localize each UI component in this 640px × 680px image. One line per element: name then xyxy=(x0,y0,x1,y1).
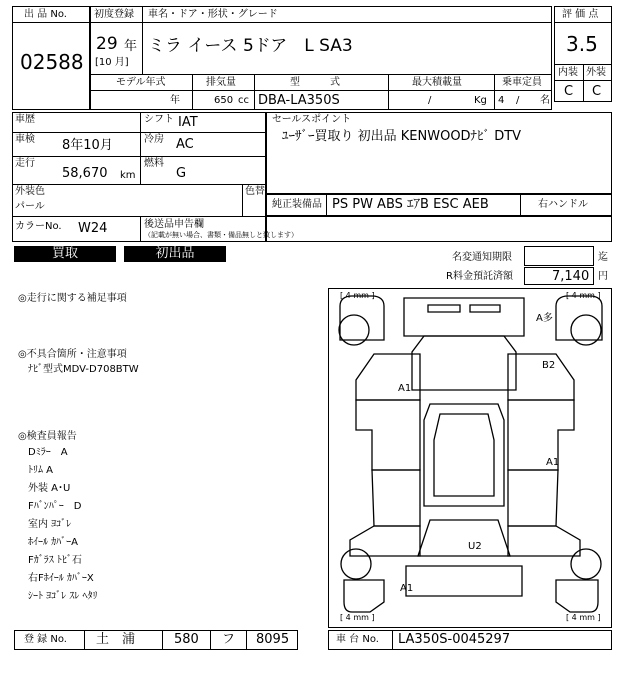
damage-mark: A1 xyxy=(400,583,414,594)
reg-kana: フ xyxy=(222,632,236,647)
damage-mark: B2 xyxy=(542,360,556,371)
tire-front-left: [ 4 mm ] xyxy=(340,291,375,300)
inspector-line: Dﾐﾗｰ A xyxy=(28,447,68,458)
right-rear-quarter xyxy=(508,526,580,556)
left-front-door xyxy=(356,400,420,470)
inspection-label: 車検 xyxy=(15,134,35,145)
front-bumper-outline xyxy=(404,298,524,336)
interior-label: 内装 xyxy=(558,67,578,78)
max-load-unit: Kg xyxy=(474,95,487,106)
shift-label: シフト xyxy=(144,114,174,125)
first-reg-year-unit: 年 xyxy=(124,39,138,54)
first-listing-badge: 初出品 xyxy=(124,246,226,262)
type-label: 型 式 xyxy=(290,77,340,88)
first-reg-month: [10 月] xyxy=(95,57,129,68)
left-rear-quarter xyxy=(350,526,420,556)
damage-mark: A多 xyxy=(536,313,553,324)
car-name-label: 車名・ドア・形状・グレード xyxy=(148,9,278,20)
damage-mark: A1 xyxy=(398,383,412,394)
shift-value: IAT xyxy=(178,115,198,130)
recycle-label: R料金預託済額 xyxy=(446,271,513,282)
ext-color-value: パール xyxy=(15,201,45,212)
car-name: ミラ イース 5ドア L SA3 xyxy=(148,36,353,56)
driving-notes-title: ◎走行に関する補足事項 xyxy=(18,293,127,304)
reg-class: 580 xyxy=(174,632,199,647)
color-change-label: 色替 xyxy=(245,186,265,197)
fuel-value: G xyxy=(176,166,187,181)
inspector-line: 外装 A･U xyxy=(28,483,71,494)
docs-label: 後送品申告欄 xyxy=(144,219,204,230)
type-value: DBA-LA350S xyxy=(258,93,340,108)
defect-line-1: ﾅﾋﾞ型式MDV-D708BTW xyxy=(28,364,139,375)
chassis-value: LA350S-0045297 xyxy=(398,632,511,647)
steering-value: 右ハンドル xyxy=(538,199,588,210)
left-rear-door xyxy=(372,470,420,526)
capacity-value: 4 xyxy=(498,95,505,106)
tire-rear-left: [ 4 mm ] xyxy=(340,613,375,622)
rear-gate-outline xyxy=(418,520,510,556)
right-front-fender xyxy=(508,354,574,400)
reg-no-label: 登 録 No. xyxy=(24,634,67,645)
chassis-label: 車 台 No. xyxy=(336,634,379,645)
displacement-label: 排気量 xyxy=(206,77,236,88)
hood-outline xyxy=(412,336,516,390)
reg-number: 8095 xyxy=(256,632,290,647)
lot-number: 02588 xyxy=(20,50,84,74)
max-load-slash: / xyxy=(428,95,432,106)
inspector-title: ◎検査員報告 xyxy=(18,431,77,442)
inspector-line: ﾎｲｰﾙ ｶﾊﾞｰA xyxy=(28,537,79,548)
defect-notes-title: ◎不具合箇所・注意事項 xyxy=(18,349,127,360)
max-load-label: 最大積載量 xyxy=(412,77,462,88)
mileage-value: 58,670 xyxy=(62,166,108,181)
equipment-label: 純正装備品 xyxy=(272,199,322,210)
capacity-unit: 名 xyxy=(540,95,550,106)
ac-label: 冷房 xyxy=(144,134,164,145)
tire-front-right: [ 4 mm ] xyxy=(566,291,601,300)
history-label: 車歴 xyxy=(15,114,35,125)
ext-color-label: 外装色 xyxy=(15,186,45,197)
reg-area: 土 浦 xyxy=(96,632,136,647)
first-reg-year: 29 xyxy=(96,34,118,54)
interior-grade: C xyxy=(564,84,574,99)
color-no-value: W24 xyxy=(78,221,108,236)
ac-value: AC xyxy=(176,137,194,152)
sales-point-label: セールスポイント xyxy=(272,114,352,125)
inspector-line: 右Fﾎｲｰﾙ ｶﾊﾞｰX xyxy=(28,573,94,584)
color-no-label: カラーNo. xyxy=(15,221,62,232)
capacity-label: 乗車定員 xyxy=(502,77,542,88)
first-reg-label: 初度登録 xyxy=(94,9,134,20)
fuel-label: 燃料 xyxy=(144,158,164,169)
tire-rear-right: [ 4 mm ] xyxy=(566,613,601,622)
name-change-label: 名変通知期限 xyxy=(452,252,512,263)
docs-note: （記載が無い場合、書類・備品無しと致します） xyxy=(144,231,298,239)
sales-point-text: ﾕｰｻﾞｰ買取り 初出品 KENWOODﾅﾋﾞ DTV xyxy=(282,129,522,144)
mileage-unit: km xyxy=(120,170,136,181)
score-value: 3.5 xyxy=(566,32,598,56)
exterior-label: 外装 xyxy=(586,67,606,78)
name-change-unit: 迄 xyxy=(598,252,608,263)
rear-bumper-outline xyxy=(406,566,522,596)
inspector-line: 室内 ﾖｺﾞﾚ xyxy=(28,519,72,530)
right-rear-door xyxy=(508,470,558,526)
inspection-value: 8年10月 xyxy=(62,138,113,153)
model-year-label: モデル年式 xyxy=(116,77,166,88)
right-front-door xyxy=(508,400,574,470)
equipment-value: PS PW ABS ｴｱB ESC AEB xyxy=(332,197,489,212)
buy-badge: 買取 xyxy=(14,246,116,262)
inspector-line: Fﾊﾞﾝﾊﾟｰ D xyxy=(28,501,82,512)
damage-mark: A1 xyxy=(546,457,560,468)
roof-outline xyxy=(424,404,504,506)
inspector-line: ﾄﾘﾑ A xyxy=(28,465,54,476)
score-label: 評 価 点 xyxy=(562,9,599,20)
recycle-value: 7,140 xyxy=(552,269,590,284)
model-year-unit: 年 xyxy=(170,95,180,106)
displacement-value: 650 xyxy=(214,95,234,106)
lot-number-label: 出 品 No. xyxy=(24,9,67,20)
displacement-unit: cc xyxy=(238,95,249,106)
capacity-slash: / xyxy=(516,95,520,106)
mileage-label: 走行 xyxy=(15,158,35,169)
inspector-line: Fｶﾞﾗｽ ﾄﾋﾞ石 xyxy=(28,555,82,566)
inspector-line: ｼｰﾄ ﾖｺﾞﾚ ｽﾚ ﾍﾀﾘ xyxy=(28,591,98,602)
recycle-unit: 円 xyxy=(598,271,608,282)
damage-mark: U2 xyxy=(468,541,482,552)
exterior-grade: C xyxy=(592,84,602,99)
